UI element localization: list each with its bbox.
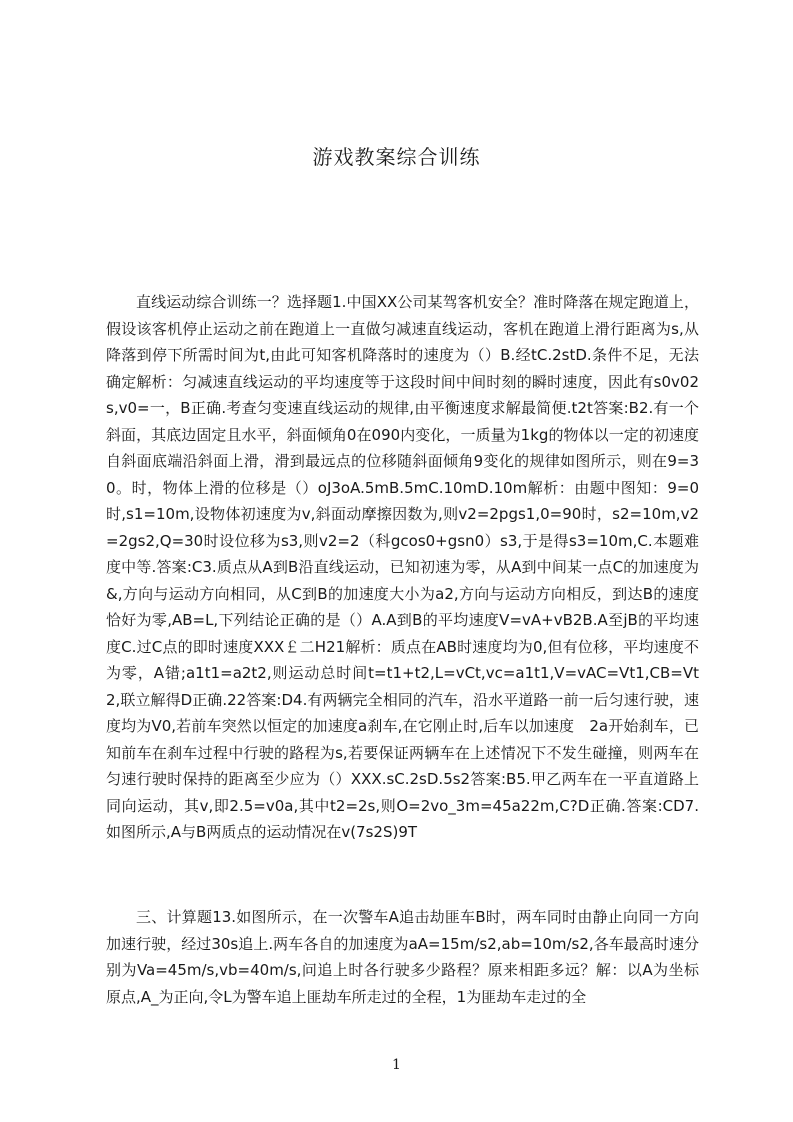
document-title: 游戏教案综合训练 [312,145,481,169]
body-paragraph-2: 三、计算题13.如图所示，在一次警车A追击劫匪车B时，两车同时由静止向同一方向加速行驶，经过30s追上.两车各自的加速度为aA=15m/s2,ab=10m/s2,各车最高时速分别为Va=45m/s,vb=40m/s,问追上时各行驶多少路程？原来相距多远？解：以A为坐标原点,A_为正向,令L为警车追上匪劫车所走过的全程，1为匪劫车走过的全 [106,908,699,1006]
page-number: 1 [392,1057,401,1073]
body-paragraph-1: 直线运动综合训练一？选择题1.中国XX公司某驾客机安全？准时降落在规定跑道上，假设该客机停止运动之前在跑道上一直做匀减速直线运动，客机在跑道上滑行距离为s,从降落到停下所需时间为t,由此可知客机降落时的速度为（）B.经tC.2stD.条件不足，无法确定解析：匀减速直线运动的平均速度等于这段时间中间时刻的瞬时速度，因此有s0v02s,v0=一，B正确.考查匀变速直线运动的规律,由平衡速度求解最简便.t2t答案:B2.有一个斜面，其底边固定且水平，斜面倾角0在090内变化，一质量为1kg的物体以一定的初速度自斜面底端沿斜面上滑，滑到最远点的位移随斜面倾角9变化的规律如图所示，则在9=30。时，物体上滑的位移是（）oJ3oA.5mB.5mC.10mD.10m解析：由题中图知：9=0时,s1=10m,设物体初速度为v,斜面动摩擦因数为,则v2=2pgs1,0=90时，s2=10m,v2=2gs2,Q=30时设位移为s3,则v2=2（科gcos0+gsn0）s3,于是得s3=10m,C.本题难度中等.答案:C3.质点从A到B沿直线运动，已知初速为零，从A到中间某一点C的加速度为&,方向与运动方向相同，从C到B的加速度大小为a2,方向与运动方向相反，到达B的速度恰好为零,AB=L,下列结论正确的是（）A.A到B的平均速度V=vA+vB2B.A至jB的平均速度C.过C点的即时速度XXX￡二H21解析：质点在AB时速度均为0,但有位移，平均速度不为零，A错;a1t1=a2t2,则运动总时间t=t1+t2,L=vCt,vc=a1t1,V=vAC=Vt1,CB=Vt2,联立解得D正确.22答案:D4.有两辆完全相同的汽车，沿水平道路一前一后匀速行驶，速度均为V0,若前车突然以恒定的加速度a刹车,在它刚止时,后车以加速度 2a开始刹车，已知前车在刹车过程中行驶的路程为s,若要保证两辆车在上述情况下不发生碰撞，则两车在匀速行驶时保持的距离至少应为（）XXX.sC.2sD.5s2答案:B5.甲乙两车在一平直道路上同向运动，其v,即2.5=v0a,其中t2=2s,则O=2vo_3m=45a22m,C?D正确.答案:CD7.如图所示,A与B两质点的运动情况在v(7s2S)9T [106,293,699,841]
